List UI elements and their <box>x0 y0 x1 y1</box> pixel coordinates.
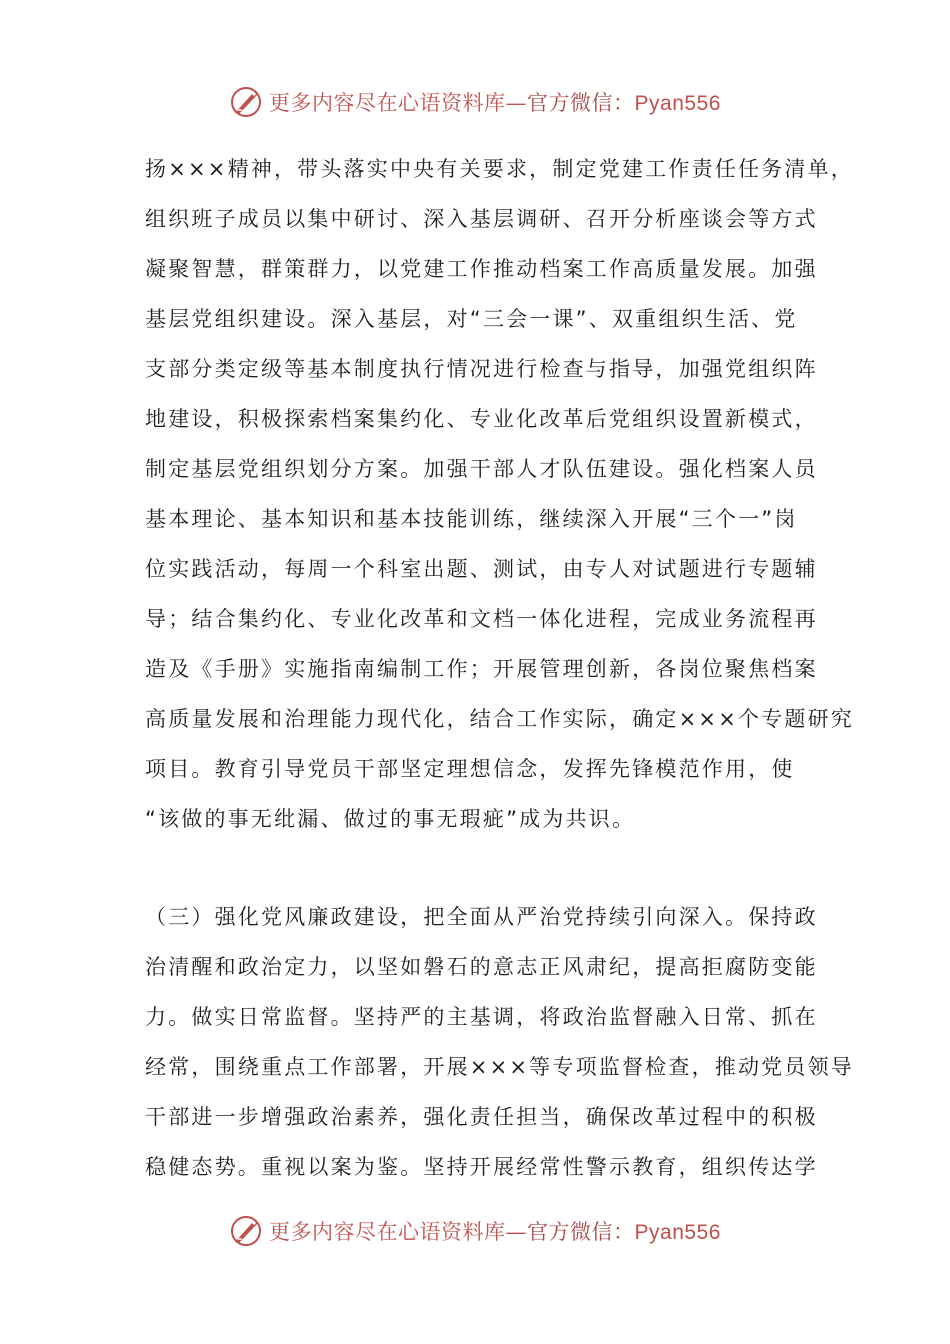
header-banner <box>0 82 950 122</box>
quill-pen-logo-icon <box>229 85 263 119</box>
text-line: 治清醒和政治定力，以坚如磐石的意志正风肃纪，提高拒腐防变能 <box>145 955 818 979</box>
text-line: 组织班子成员以集中研讨、深入基层调研、召开分析座谈会等方式 <box>145 207 818 231</box>
text-line: 造及《手册》实施指南编制工作；开展管理创新，各岗位聚焦档案 <box>145 657 818 681</box>
text-line: 位实践活动，每周一个科室出题、测试，由专人对试题进行专题辅 <box>145 557 818 581</box>
text-line: “该做的事无纰漏、做过的事无瑕疵”成为共识。 <box>145 807 636 831</box>
header-banner-title: 更多内容尽在心语资料库 <box>269 91 506 115</box>
footer-banner-separator: — <box>505 1220 528 1244</box>
footer-banner-text <box>269 1216 721 1246</box>
text-line: 干部进一步增强政治素养，强化责任担当，确保改革过程中的积极 <box>145 1105 818 1129</box>
header-banner-wechat-label: 官方微信： <box>527 91 635 115</box>
footer-banner-title: 更多内容尽在心语资料库 <box>269 1220 506 1244</box>
text-line: 制定基层党组织划分方案。加强干部人才队伍建设。强化档案人员 <box>145 457 818 481</box>
footer-banner <box>0 1211 950 1251</box>
text-line: 导；结合集约化、专业化改革和文档一体化进程，完成业务流程再 <box>145 607 818 631</box>
text-line: 稳健态势。重视以案为鉴。坚持开展经常性警示教育，组织传达学 <box>145 1155 818 1179</box>
quill-pen-logo-icon <box>229 1214 263 1248</box>
header-banner-account: Pyan556 <box>634 92 721 115</box>
text-line: 凝聚智慧，群策群力，以党建工作推动档案工作高质量发展。加强 <box>145 257 818 281</box>
text-line: 经常，围绕重点工作部署，开展×××等专项监督检查，推动党员领导 <box>145 1055 854 1079</box>
footer-banner-wechat-label: 官方微信： <box>527 1220 635 1244</box>
text-line: 基层党组织建设。深入基层，对“三会一课”、双重组织生活、党 <box>145 307 798 331</box>
text-line: 项目。教育引导党员干部坚定理想信念，发挥先锋模范作用，使 <box>145 757 795 781</box>
paragraph-2 <box>145 892 854 1192</box>
text-line: 地建设，积极探索档案集约化、专业化改革后党组织设置新模式， <box>145 407 818 431</box>
header-banner-text <box>269 87 721 117</box>
text-line: 基本理论、基本知识和基本技能训练，继续深入开展“三个一”岗 <box>145 507 798 531</box>
text-line: 扬×××精神，带头落实中央有关要求，制定党建工作责任任务清单， <box>145 157 854 181</box>
text-line: 高质量发展和治理能力现代化，结合工作实际，确定×××个专题研究 <box>145 707 854 731</box>
text-line: 支部分类定级等基本制度执行情况进行检查与指导，加强党组织阵 <box>145 357 818 381</box>
footer-banner-account: Pyan556 <box>634 1221 721 1244</box>
text-line: 力。做实日常监督。坚持严的主基调，将政治监督融入日常、抓在 <box>145 1005 818 1029</box>
section-heading-line: （三）强化党风廉政建设，把全面从严治党持续引向深入。保持政 <box>145 905 818 929</box>
header-banner-separator: — <box>505 91 528 115</box>
paragraph-1 <box>145 144 854 844</box>
